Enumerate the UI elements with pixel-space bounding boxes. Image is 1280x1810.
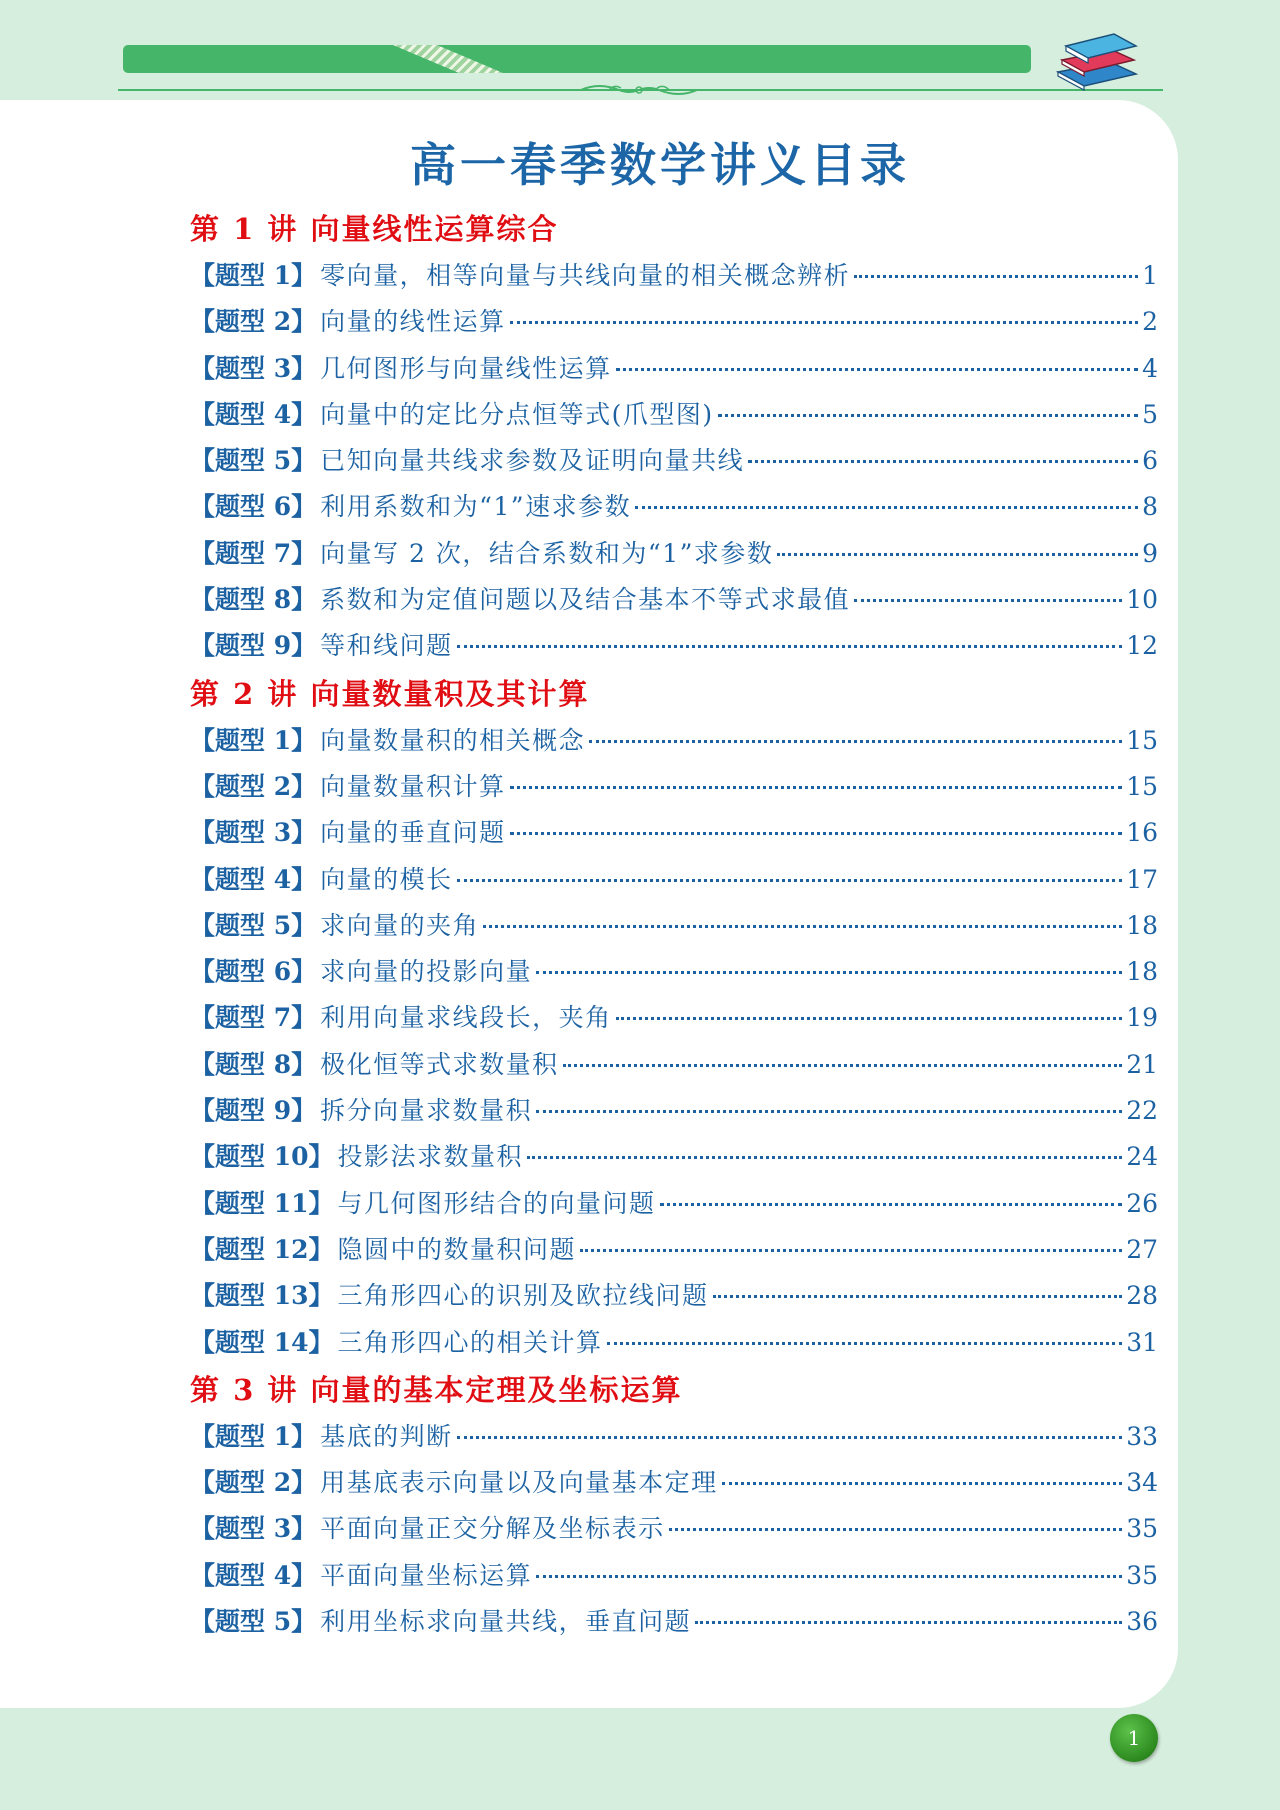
- entry-title: 利用坐标求向量共线，垂直问题: [320, 1607, 692, 1637]
- entry-number: 【题型 5】: [190, 1607, 317, 1637]
- dot-leader: [457, 1436, 1123, 1439]
- toc-entry[interactable]: [190, 764, 1158, 810]
- entry-title: 求向量的投影向量: [320, 957, 533, 987]
- dot-leader: [660, 1203, 1123, 1206]
- toc-entry[interactable]: [190, 718, 1158, 764]
- toc-entry[interactable]: [190, 1506, 1158, 1552]
- toc-entry[interactable]: [190, 1273, 1158, 1319]
- dot-leader: [854, 275, 1138, 278]
- entry-page-number: 28: [1126, 1281, 1158, 1311]
- dot-leader: [854, 599, 1122, 602]
- toc-entry[interactable]: [190, 1599, 1158, 1645]
- entry-title: 向量数量积的相关概念: [320, 725, 586, 755]
- lecture-heading: 第 2 讲 向量数量积及其计算: [190, 676, 590, 711]
- entry-page-number: 19: [1126, 1003, 1158, 1033]
- entry-page-number: 1: [1142, 261, 1158, 290]
- dot-leader: [510, 786, 1123, 789]
- entry-number: 【题型 1】: [190, 1421, 317, 1451]
- entry-page-number: 10: [1126, 585, 1158, 615]
- toc-entry[interactable]: [190, 299, 1158, 345]
- books-icon: [1052, 24, 1142, 94]
- toc-entry[interactable]: [190, 1227, 1158, 1273]
- entry-page-number: 2: [1142, 307, 1158, 337]
- entry-page-number: 22: [1126, 1096, 1158, 1126]
- page-number-badge: 1: [1110, 1714, 1158, 1762]
- entry-page-number: 8: [1142, 492, 1158, 522]
- toc-entry[interactable]: [190, 903, 1158, 949]
- toc-entry[interactable]: [190, 531, 1158, 577]
- entry-number: 【题型 3】: [190, 818, 317, 848]
- dot-leader: [527, 1156, 1122, 1159]
- entry-title: 隐圆中的数量积问题: [337, 1234, 577, 1264]
- toc-entry[interactable]: [190, 1414, 1158, 1460]
- entry-title: 极化恒等式求数量积: [320, 1049, 559, 1079]
- entry-page-number: 21: [1126, 1049, 1158, 1079]
- dot-leader: [457, 879, 1123, 882]
- entry-title: 求向量的夹角: [320, 910, 480, 940]
- toc-entry[interactable]: [190, 346, 1158, 392]
- dot-leader: [510, 832, 1123, 835]
- dot-leader: [695, 1621, 1122, 1624]
- dot-leader: [669, 1528, 1123, 1531]
- dot-leader: [536, 971, 1122, 974]
- entry-number: 【题型 4】: [190, 399, 317, 429]
- lecture-heading: 第 3 讲 向量的基本定理及坐标运算: [190, 1372, 683, 1407]
- entry-title: 利用向量求线段长，夹角: [320, 1003, 612, 1033]
- toc-entry[interactable]: [190, 623, 1158, 669]
- dot-leader: [457, 645, 1123, 648]
- entry-number: 【题型 12】: [190, 1234, 334, 1264]
- entry-number: 【题型 3】: [190, 353, 317, 383]
- entry-page-number: 9: [1142, 538, 1158, 568]
- entry-number: 【题型 7】: [190, 1003, 317, 1033]
- entry-page-number: 18: [1126, 910, 1158, 940]
- entry-page-number: 34: [1126, 1468, 1158, 1498]
- entry-title: 投影法求数量积: [337, 1142, 524, 1172]
- table-of-contents: [190, 205, 1158, 1645]
- entry-number: 【题型 5】: [190, 910, 317, 940]
- dot-leader: [616, 368, 1138, 371]
- dot-leader: [616, 1017, 1123, 1020]
- entry-page-number: 31: [1126, 1327, 1158, 1357]
- entry-page-number: 26: [1126, 1188, 1158, 1218]
- entry-title: 平面向量正交分解及坐标表示: [320, 1514, 665, 1544]
- dot-leader: [718, 414, 1138, 417]
- entry-title: 系数和为定值问题以及结合基本不等式求最值: [320, 585, 851, 615]
- toc-entry[interactable]: [190, 995, 1158, 1041]
- toc-entry[interactable]: [190, 1553, 1158, 1599]
- entry-number: 【题型 6】: [190, 957, 317, 987]
- entry-page-number: 4: [1142, 353, 1158, 383]
- ornament-divider-icon: [579, 82, 699, 98]
- entry-page-number: 18: [1126, 957, 1158, 987]
- lecture-heading: 第 1 讲 向量线性运算综合: [190, 212, 559, 246]
- entry-title: 拆分向量求数量积: [320, 1096, 533, 1126]
- toc-entry[interactable]: [190, 577, 1158, 623]
- entry-page-number: 12: [1126, 631, 1158, 661]
- dot-leader: [580, 1249, 1122, 1252]
- entry-title: 与几何图形结合的向量问题: [337, 1188, 656, 1218]
- entry-page-number: 16: [1126, 818, 1158, 848]
- dot-leader: [536, 1110, 1122, 1113]
- entry-page-number: 15: [1126, 725, 1158, 755]
- header-bar: [123, 45, 1031, 73]
- toc-entry[interactable]: [190, 253, 1158, 299]
- entry-title: 平面向量坐标运算: [320, 1560, 533, 1590]
- entry-title: 几何图形与向量线性运算: [320, 353, 612, 383]
- entry-number: 【题型 14】: [190, 1327, 334, 1357]
- toc-entry[interactable]: [190, 392, 1158, 438]
- toc-entry[interactable]: [190, 1088, 1158, 1134]
- toc-entry[interactable]: [190, 1181, 1158, 1227]
- entry-number: 【题型 9】: [190, 631, 317, 661]
- dot-leader: [589, 740, 1122, 743]
- entry-page-number: 27: [1126, 1234, 1158, 1264]
- entry-page-number: 36: [1126, 1607, 1158, 1637]
- entry-number: 【题型 1】: [190, 725, 317, 755]
- entry-number: 【题型 11】: [190, 1188, 334, 1218]
- toc-entry[interactable]: [190, 1042, 1158, 1088]
- entry-title: 向量中的定比分点恒等式(爪型图): [320, 399, 714, 429]
- entry-page-number: 24: [1126, 1142, 1158, 1172]
- toc-entry[interactable]: [190, 857, 1158, 903]
- entry-number: 【题型 4】: [190, 1560, 317, 1590]
- toc-entry[interactable]: [190, 1460, 1158, 1506]
- entry-number: 【题型 10】: [190, 1142, 334, 1172]
- dot-leader: [607, 1342, 1123, 1345]
- entry-number: 【题型 4】: [190, 864, 317, 894]
- dot-leader: [713, 1295, 1123, 1298]
- entry-number: 【题型 8】: [190, 585, 317, 615]
- entry-page-number: 5: [1142, 399, 1158, 429]
- toc-entry[interactable]: [190, 810, 1158, 856]
- entry-title: 等和线问题: [320, 631, 453, 661]
- dot-leader: [722, 1482, 1123, 1485]
- entry-number: 【题型 5】: [190, 446, 317, 476]
- dot-leader: [563, 1064, 1123, 1067]
- entry-title: 已知向量共线求参数及证明向量共线: [320, 446, 745, 476]
- header-stripes: [393, 45, 503, 73]
- dot-leader: [748, 460, 1138, 463]
- entry-title: 向量数量积计算: [320, 771, 506, 801]
- entry-number: 【题型 3】: [190, 1514, 317, 1544]
- entry-title: 三角形四心的识别及欧拉线问题: [337, 1281, 709, 1311]
- dot-leader: [777, 553, 1138, 556]
- toc-entry[interactable]: [190, 484, 1158, 530]
- entry-number: 【题型 7】: [190, 538, 317, 568]
- dot-leader: [536, 1575, 1122, 1578]
- entry-title: 三角形四心的相关计算: [337, 1327, 603, 1357]
- toc-entry[interactable]: [190, 1320, 1158, 1366]
- entry-number: 【题型 2】: [190, 307, 317, 337]
- entry-number: 【题型 8】: [190, 1049, 317, 1079]
- entry-title: 利用系数和为“1”速求参数: [320, 492, 632, 522]
- entry-title: 零向量，相等向量与共线向量的相关概念辨析: [320, 261, 851, 290]
- dot-leader: [635, 506, 1138, 509]
- dot-leader: [510, 321, 1138, 324]
- entry-number: 【题型 2】: [190, 771, 317, 801]
- entry-number: 【题型 1】: [190, 261, 317, 290]
- entry-title: 向量的线性运算: [320, 307, 506, 337]
- entry-number: 【题型 9】: [190, 1096, 317, 1126]
- entry-title: 基底的判断: [320, 1421, 453, 1451]
- entry-title: 向量写 2 次，结合系数和为“1”求参数: [320, 538, 774, 568]
- entry-title: 向量的垂直问题: [320, 818, 506, 848]
- entry-page-number: 17: [1126, 864, 1158, 894]
- entry-number: 【题型 13】: [190, 1281, 334, 1311]
- toc-entry[interactable]: [190, 949, 1158, 995]
- entry-number: 【题型 6】: [190, 492, 317, 522]
- entry-page-number: 15: [1126, 771, 1158, 801]
- entry-page-number: 35: [1126, 1514, 1158, 1544]
- toc-entry[interactable]: [190, 438, 1158, 484]
- entry-page-number: 33: [1126, 1421, 1158, 1451]
- entry-page-number: 6: [1142, 446, 1158, 476]
- dot-leader: [483, 925, 1122, 928]
- toc-entry[interactable]: [190, 1134, 1158, 1180]
- entry-title: 向量的模长: [320, 864, 453, 894]
- page-title: 高一春季数学讲义目录: [410, 138, 910, 192]
- entry-title: 用基底表示向量以及向量基本定理: [320, 1468, 718, 1498]
- entry-page-number: 35: [1126, 1560, 1158, 1590]
- entry-number: 【题型 2】: [190, 1468, 317, 1498]
